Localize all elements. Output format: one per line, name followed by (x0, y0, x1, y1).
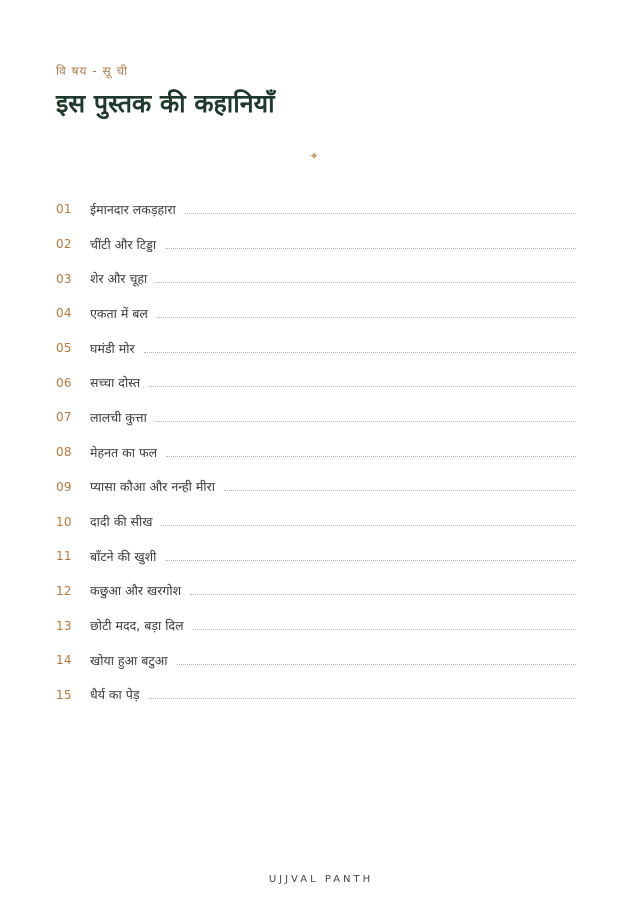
toc-item-09[interactable] (56, 470, 576, 505)
toc-title: एकता में बल (90, 305, 148, 321)
toc-number: 15 (56, 687, 72, 702)
toc-item-14[interactable] (56, 643, 576, 678)
dotted-leader (224, 490, 576, 491)
toc-item-02[interactable] (56, 227, 576, 262)
toc-number: 02 (56, 237, 72, 252)
toc-title: सच्चा दोस्त (90, 375, 141, 391)
toc-item-05[interactable] (56, 331, 576, 366)
toc-number: 11 (56, 549, 72, 564)
dotted-leader (190, 594, 576, 595)
dotted-leader (149, 698, 576, 699)
toc-title: घमंडी मोर (90, 340, 135, 356)
toc-item-15[interactable] (56, 678, 576, 713)
toc-number: 06 (56, 375, 72, 390)
page-title: इस पुस्तक की कहानियाँ (56, 89, 275, 118)
toc-item-04[interactable] (56, 296, 576, 331)
toc-number: 08 (56, 445, 72, 460)
dotted-leader (156, 282, 576, 283)
dotted-leader (165, 248, 576, 249)
toc-item-03[interactable] (56, 261, 576, 296)
toc-title: खोया हुआ बटुआ (90, 652, 168, 668)
dotted-leader (177, 664, 576, 665)
toc-title: चींटी और टिड्डा (90, 236, 157, 252)
toc-title: प्यासा कौआ और नन्ही मीरा (90, 479, 215, 495)
toc-number: 14 (56, 653, 72, 668)
toc-item-08[interactable] (56, 435, 576, 470)
toc-item-07[interactable] (56, 400, 576, 435)
toc-title: ईमानदार लकड़हारा (90, 201, 176, 217)
toc-title: दादी की सीख (90, 514, 153, 530)
toc-item-06[interactable] (56, 365, 576, 400)
dotted-leader (166, 456, 576, 457)
dotted-leader (161, 525, 576, 526)
toc-title: लालची कुत्ता (90, 409, 147, 425)
toc-number: 04 (56, 306, 72, 321)
dotted-leader (165, 560, 576, 561)
toc-title: धैर्य का पेड़ (90, 687, 140, 703)
toc-item-12[interactable] (56, 574, 576, 609)
dotted-leader (157, 317, 576, 318)
dotted-leader (144, 352, 576, 353)
toc-item-13[interactable] (56, 608, 576, 643)
toc-number: 01 (56, 202, 72, 217)
toc-number: 12 (56, 583, 72, 598)
toc-kicker: वि षय - सू ची (56, 64, 129, 78)
dotted-leader (156, 421, 576, 422)
dotted-leader (149, 386, 576, 387)
toc-number: 03 (56, 271, 72, 286)
toc-number: 07 (56, 410, 72, 425)
toc-title: कछुआ और खरगोश (90, 583, 182, 599)
toc-number: 13 (56, 618, 72, 633)
table-of-contents (56, 192, 576, 712)
toc-item-10[interactable] (56, 504, 576, 539)
toc-item-11[interactable] (56, 539, 576, 574)
toc-title: छोटी मदद, बड़ा दिल (90, 618, 184, 634)
dotted-leader (185, 213, 576, 214)
toc-number: 09 (56, 479, 72, 494)
toc-title: शेर और चूहा (90, 271, 148, 287)
toc-title: बाँटने की खुशी (90, 548, 157, 564)
footer-author: UJJVAL PANTH (268, 874, 374, 885)
toc-number: 05 (56, 341, 72, 356)
dotted-leader (193, 629, 576, 630)
toc-title: मेहनत का फल (90, 444, 158, 460)
toc-number: 10 (56, 514, 72, 529)
toc-item-01[interactable] (56, 192, 576, 227)
star-ornament-icon: ✦ (309, 149, 320, 163)
